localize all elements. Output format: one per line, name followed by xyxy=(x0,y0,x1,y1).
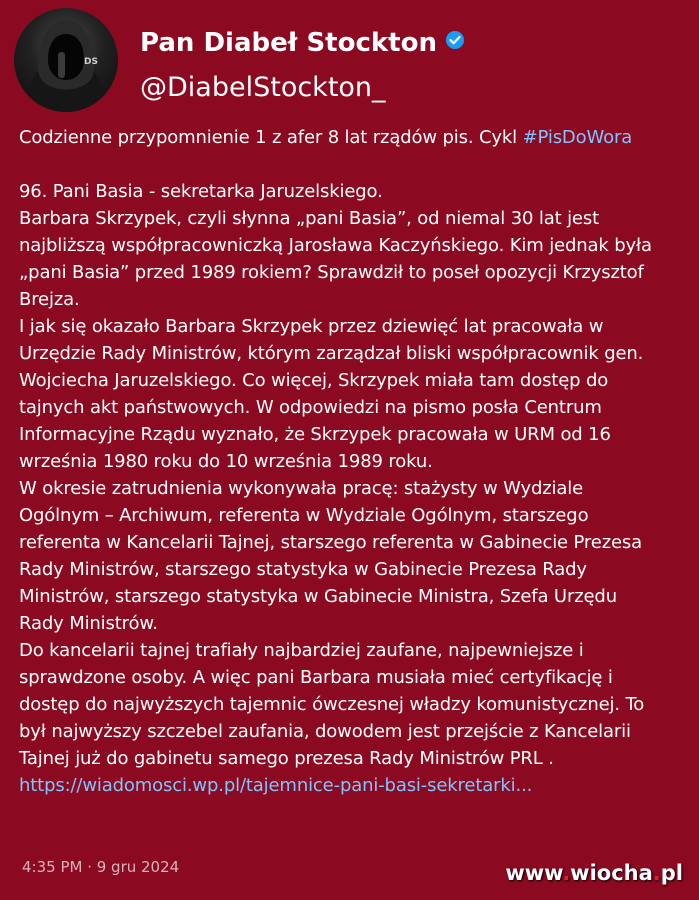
tweet-text-line: Rady Ministrów, starszego statystyka w Gabinecie Prezesa Rady xyxy=(19,559,587,580)
display-name[interactable] xyxy=(140,28,465,58)
paragraph-spacer xyxy=(19,151,684,178)
watermark-dot: . xyxy=(652,861,661,885)
avatar-ds-logo: DS xyxy=(84,57,98,67)
tweet-text-line: Wojciecha Jaruzelskiego. Co więcej, Skrzypek miała tam dostęp do xyxy=(19,370,609,391)
tweet-text-line: Tajnej już do gabinetu samego prezesa Rady Ministrów PRL . xyxy=(19,748,554,769)
tweet-text-line: Ogólnym – Archiwum, referenta w Wydziale Ogólnym, starszego xyxy=(19,505,589,526)
watermark-tld: pl xyxy=(660,861,683,885)
tweet-text-line: Brejza. xyxy=(19,289,80,310)
tweet-text-line: sprawdzone osoby. A więc pani Barbara musiała mieć certyfikację i xyxy=(19,667,613,688)
watermark-dot: . xyxy=(562,861,571,885)
tweet-intro-line xyxy=(19,124,684,151)
tweet-text-line: referenta w Kancelarii Tajnej, starszego referenta w Gabinecie Prezesa xyxy=(19,532,643,553)
watermark-logo xyxy=(505,860,683,886)
tweet-text-line: Rady Ministrów. xyxy=(19,613,158,634)
tweet-text-line: 96. Pani Basia - sekretarka Jaruzelskiego. xyxy=(19,181,383,202)
tweet-text-line: Barbara Skrzypek, czyli słynna „pani Basia”, od niemal 30 lat jest xyxy=(19,208,599,229)
tweet-text-line: Urzędzie Rady Ministrów, którym zarządzał bliski współpracownik gen. xyxy=(19,343,644,364)
tweet-text-line: Do kancelarii tajnej trafiały najbardziej zaufane, najpewniejsze i xyxy=(19,640,584,661)
display-name-text[interactable]: Pan Diabeł Stockton xyxy=(140,28,437,58)
tweet-text-line: najbliższą współpracowniczką Jarosława Kaczyńskiego. Kim jednak była xyxy=(19,235,652,256)
user-handle[interactable]: @DiabelStockton_ xyxy=(140,72,386,103)
avatar[interactable] xyxy=(14,8,118,112)
tweet-text-line: dostęp do najwyższych tajemnic ówczesnej władzy komunistycznej. To xyxy=(19,694,645,715)
tweet-text-line: „pani Basia” przed 1989 rokiem? Sprawdził to poseł opozycji Krzysztof xyxy=(19,262,644,283)
tweet-text-line: I jak się okazało Barbara Skrzypek przez dziewięć lat pracowała w xyxy=(19,316,604,337)
tweet-text-line: tajnych akt państwowych. W odpowiedzi na pismo posła Centrum xyxy=(19,397,602,418)
tweet-header xyxy=(14,8,684,108)
tweet-intro-text: Codzienne przypomnienie 1 z afer 8 lat rządów pis. Cykl xyxy=(19,127,523,148)
tweet-text-line: W okresie zatrudnienia wykonywała pracę: stażysty w Wydziale xyxy=(19,478,584,499)
hashtag-link[interactable]: #PisDoWora xyxy=(522,127,633,148)
tweet-text-line: Informacyjne Rządu wyznało, że Skrzypek pracowała w URM od 16 xyxy=(19,424,611,445)
tweet-text-line: Ministrów, starszego statystyka w Gabinecie Ministra, Szefa Urzędu xyxy=(19,586,617,607)
tweet-text-line: był najwyższy szczebel zaufania, dowodem jest przejście z Kancelarii xyxy=(19,721,631,742)
watermark-prefix: www xyxy=(505,861,563,885)
tweet-timestamp[interactable]: 4:35 PM · 9 gru 2024 xyxy=(22,858,180,876)
tweet-text xyxy=(19,124,684,799)
hooded-figure-avatar-icon xyxy=(14,8,118,112)
verified-badge-icon xyxy=(445,27,465,57)
tweet-text-line: września 1980 roku do 10 września 1989 roku. xyxy=(19,451,433,472)
watermark-name: wiocha xyxy=(570,861,653,885)
article-link[interactable]: https://wiadomosci.wp.pl/tajemnice-pani-basi-sekretarki... xyxy=(19,775,533,796)
